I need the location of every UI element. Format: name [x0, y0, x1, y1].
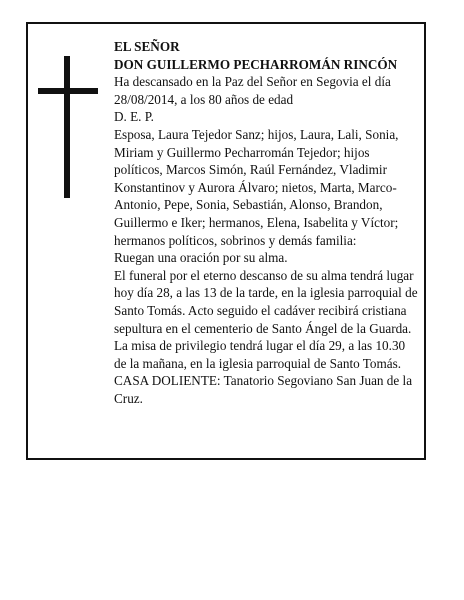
obituary-text: [114, 38, 418, 407]
cross-horizontal-bar: [38, 88, 98, 94]
deceased-name: DON GUILLERMO PECHARROMÁN RINCÓN: [114, 56, 398, 72]
family-members: Esposa, Laura Tejedor Sanz; hijos, Laura, Lali, Sonia, Miriam y Guillermo Pecharromán Tejedor; hijos políticos, Marcos Simón, Raúl Fernández, Vladimir Konstantinov y Aurora Álvaro; nietos, Marta, Marco-Antonio, Pepe, Sonia, Sebastián, Alonso, Brandon, Guillermo e Iker; hermanos, Elena, Isabelita y Víctor; hermanos políticos, sobrinos y demás familia:: [114, 126, 399, 248]
funeral-details: El funeral por el eterno descanso de su alma tendrá lugar hoy día 28, a las 13 de la tarde, en la iglesia parroquial de Santo Tomás. Acto seguido el cadáver recibirá cristiana sepultura en el cementerio de Santo Ángel de la Guarda. La misa de privilegio tendrá lugar el día 29, a las 10.30 de la mañana, en la iglesia parroquial de Santo Tomás.: [114, 267, 418, 371]
cross-vertical-bar: [64, 56, 70, 198]
latin-cross-icon: [38, 56, 98, 198]
death-announcement: Ha descansado en la Paz del Señor en Segovia el día 28/08/2014, a los 80 años de edad: [114, 74, 391, 107]
rip-abbreviation: D. E. P.: [114, 109, 154, 125]
obituary-title-line1: EL SEÑOR: [114, 39, 180, 54]
prayer-request: Ruegan una oración por su alma.: [114, 250, 288, 266]
funeral-home: CASA DOLIENTE: Tanatorio Segoviano San Juan de la Cruz.: [114, 373, 413, 406]
